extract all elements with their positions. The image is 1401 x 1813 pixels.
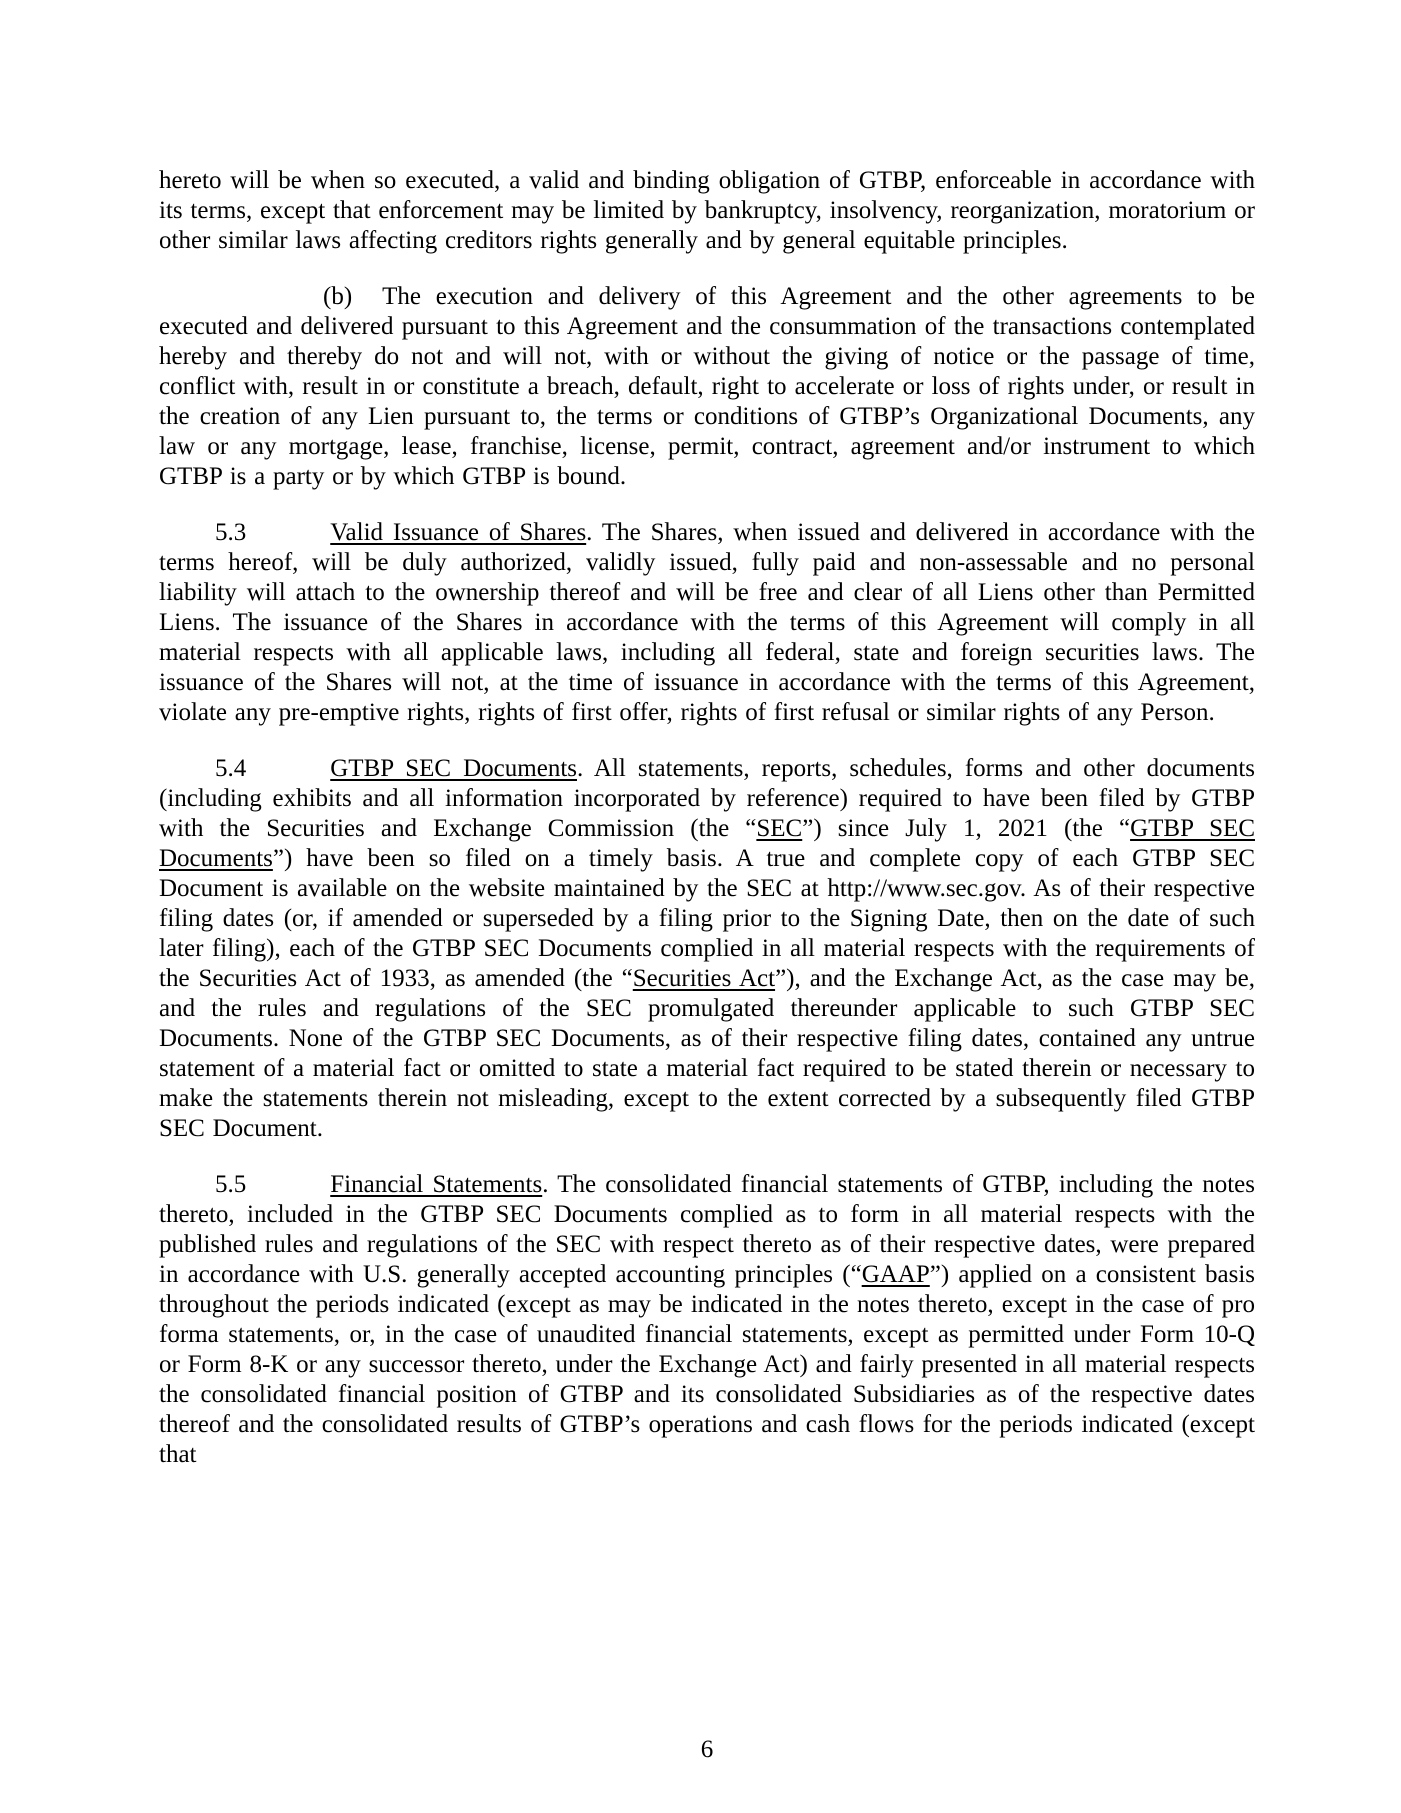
defined-term: GAAP [861, 1261, 930, 1288]
section-heading: GTBP SEC Documents [330, 755, 577, 782]
tab-space [246, 1191, 330, 1192]
text-run: hereto will be when so executed, a valid and binding obligation of GTBP, enforceable in accordance with its terms, except that enforcement may be limited by bankruptcy, insolvency, reorganization, moratorium or other similar laws affecting creditors rights generally and by general equitable principles. [159, 167, 1255, 254]
tab-space [246, 775, 330, 776]
text-run: . The Shares, when issued and delivered in accordance with the terms hereof, will be duly authorized, validly issued, fully paid and non-assessable and no personal liability will attach to the ownership thereof and will be free and clear of all Liens other than Permitted Liens. The issuance of the Shares in accordance with the terms of this Agreement will comply in all material respects with all applicable laws, including all federal, state and foreign securities laws. The issuance of the Shares will not, at the time of issuance in accordance with the terms of this Agreement, violate any pre-emptive rights, rights of first offer, rights of first refusal or similar rights of any Person. [159, 519, 1255, 726]
paragraph-clause-b [159, 282, 1255, 492]
section-number: 5.3 [215, 519, 247, 546]
text-run: ”) since July 1, 2021 (the “ [802, 815, 1131, 842]
text-run: ”), and the Exchange Act, as the case may be, and the rules and regulations of the SEC promulgated thereunder applicable to such GTBP SEC Documents. None of the GTBP SEC Documents, as of their respective filing dates, contained any untrue statement of a material fact or omitted to state a material fact required to be stated therein or necessary to make the statements therein not misleading, except to the extent corrected by a subsequently filed GTBP SEC Document. [159, 965, 1255, 1142]
tab-space [246, 539, 330, 540]
section-number: 5.5 [215, 1171, 247, 1198]
document-body [159, 166, 1255, 1496]
text-run: . The consolidated financial statements of GTBP, including the notes thereto, included in the GTBP SEC Documents complied as to form in all material respects with the published rules and regulations of the SEC with respect thereto as of their respective dates, were prepared in accordance with U.S. generally accepted accounting principles (“ [159, 1171, 1256, 1288]
defined-term: SEC [756, 815, 803, 842]
clause-label: (b) [323, 283, 353, 310]
section-heading: Financial Statements [330, 1171, 543, 1198]
page-number: 6 [700, 1736, 714, 1763]
section-5-3 [159, 518, 1255, 728]
text-run: ”) applied on a consistent basis throughout the periods indicated (except as may be indicated in the notes thereto, except in the case of pro forma statements, or, in the case of unaudited financial statements, except as permitted under Form 10-Q or Form 8-K or any successor thereto, under the Exchange Act) and fairly presented in all material respects the consolidated financial position of GTBP and its consolidated Subsidiaries as of the respective dates thereof and the consolidated results of GTBP’s operations and cash flows for the periods indicated (except that [159, 1261, 1255, 1468]
defined-term: Securities Act [632, 965, 776, 992]
section-5-5 [159, 1170, 1255, 1470]
text-run: The execution and delivery of this Agreement and the other agreements to be executed and delivered pursuant to this Agreement and the consummation of the transactions contemplated hereby and thereby do not and will not, with or without the giving of notice or the passage of time, conflict with, result in or constitute a breach, default, right to accelerate or loss of rights under, or result in the creation of any Lien pursuant to, the terms or conditions of GTBP’s Organizational Documents, any law or any mortgage, lease, franchise, license, permit, contract, agreement and/or instrument to which GTBP is a party or by which GTBP is bound. [159, 283, 1255, 490]
text-run: . All statements, reports, schedules, forms and other documents (including exhibits and all information incorporated by reference) required to have been filed by GTBP with the Securities and Exchange Commission (the “ [159, 755, 1255, 842]
defined-term: GTBP SEC Documents [159, 815, 1255, 872]
section-number: 5.4 [215, 755, 247, 782]
section-heading: Valid Issuance of Shares [330, 519, 587, 546]
paragraph-continuation [159, 166, 1255, 256]
text-run: ”) have been so filed on a timely basis. A true and complete copy of each GTBP SEC Document is available on the website maintained by the SEC at http://www.sec.gov. As of their respective filing dates (or, if amended or superseded by a filing prior to the Signing Date, then on the date of such later filing), each of the GTBP SEC Documents complied in all material respects with the requirements of the Securities Act of 1933, as amended (the “ [159, 845, 1255, 992]
tab-space [352, 303, 382, 304]
section-5-4 [159, 754, 1255, 1144]
